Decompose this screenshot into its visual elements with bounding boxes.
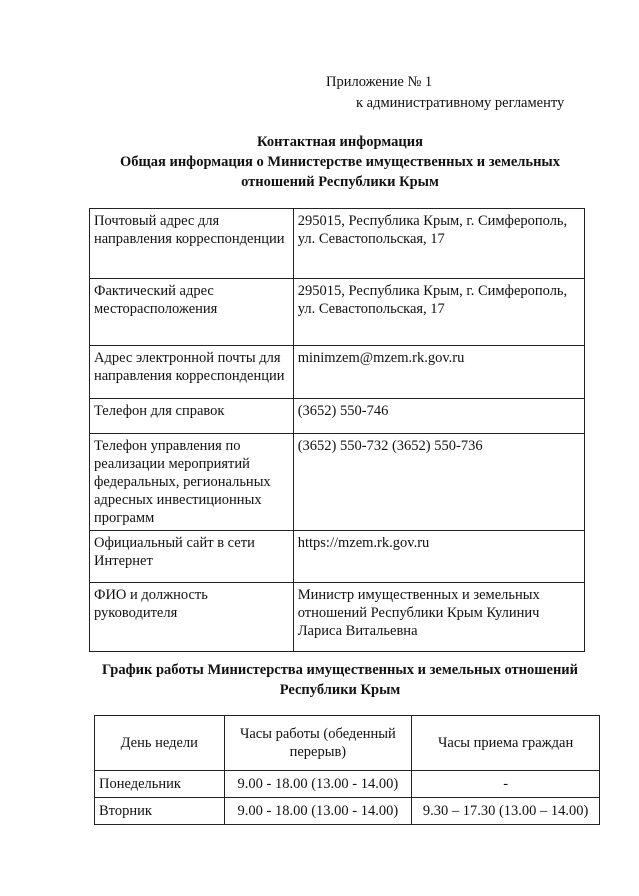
contact-label: Фактический адрес месторасположения — [90, 279, 294, 346]
table-cell: - — [412, 771, 600, 798]
table-row — [90, 346, 585, 399]
table-cell: 9.30 – 17.30 (13.00 – 14.00) — [412, 798, 600, 825]
document-title — [60, 132, 620, 192]
table-row — [90, 434, 585, 531]
table-row — [90, 279, 585, 346]
schedule-title-line-2: Республики Крым — [279, 682, 401, 698]
schedule-title — [50, 660, 630, 700]
table-row — [90, 209, 585, 279]
contact-label: Официальный сайт в сети Интернет — [90, 531, 294, 583]
contact-label: Телефон управления по реализации мероприятий федеральных, региональных адресных инвестиционных программ — [90, 434, 294, 531]
column-header: День недели — [95, 716, 225, 771]
table-cell: Вторник — [95, 798, 225, 825]
title-line-2: Общая информация о Министерстве имущественных и земельных — [119, 154, 560, 170]
table-cell: Понедельник — [95, 771, 225, 798]
title-line-1: Контактная информация — [257, 134, 423, 150]
contact-phone: (3652) 550-732 (3652) 550-736 — [293, 434, 584, 531]
appendix-line-2: к административному регламенту — [356, 95, 565, 111]
column-header: Часы приема граждан — [412, 716, 600, 771]
contact-label: Телефон для справок — [90, 399, 294, 434]
contact-value: Министр имущественных и земельных отношений Республики Крым Кулинич Лариса Витальевна — [293, 583, 584, 652]
contact-website: https://mzem.rk.gov.ru — [293, 531, 584, 583]
appendix-note — [326, 72, 564, 114]
contact-phone: (3652) 550-746 — [293, 399, 584, 434]
contact-value: 295015, Республика Крым, г. Симферополь, ул. Севастопольская, 17 — [293, 209, 584, 279]
table-row — [90, 399, 585, 434]
table-row — [95, 771, 600, 798]
column-header: Часы работы (обеденный перерыв) — [224, 716, 412, 771]
contacts-table — [89, 208, 585, 652]
contact-label: Адрес электронной почты для направления корреспонденции — [90, 346, 294, 399]
contact-email: minimzem@mzem.rk.gov.ru — [293, 346, 584, 399]
table-header-row — [95, 716, 600, 771]
table-cell: 9.00 - 18.00 (13.00 - 14.00) — [224, 798, 412, 825]
schedule-title-line-1: График работы Министерства имущественных и земельных отношений — [101, 662, 579, 678]
contact-label: Почтовый адрес для направления корреспонденции — [90, 209, 294, 279]
table-row — [95, 798, 600, 825]
appendix-line-1: Приложение № 1 — [326, 74, 433, 90]
table-row — [90, 531, 585, 583]
table-cell: 9.00 - 18.00 (13.00 - 14.00) — [224, 771, 412, 798]
title-line-3: отношений Республики Крым — [241, 174, 439, 190]
contact-label: ФИО и должность руководителя — [90, 583, 294, 652]
contact-value: 295015, Республика Крым, г. Симферополь, ул. Севастопольская, 17 — [293, 279, 584, 346]
table-row — [90, 583, 585, 652]
schedule-table — [94, 715, 600, 825]
